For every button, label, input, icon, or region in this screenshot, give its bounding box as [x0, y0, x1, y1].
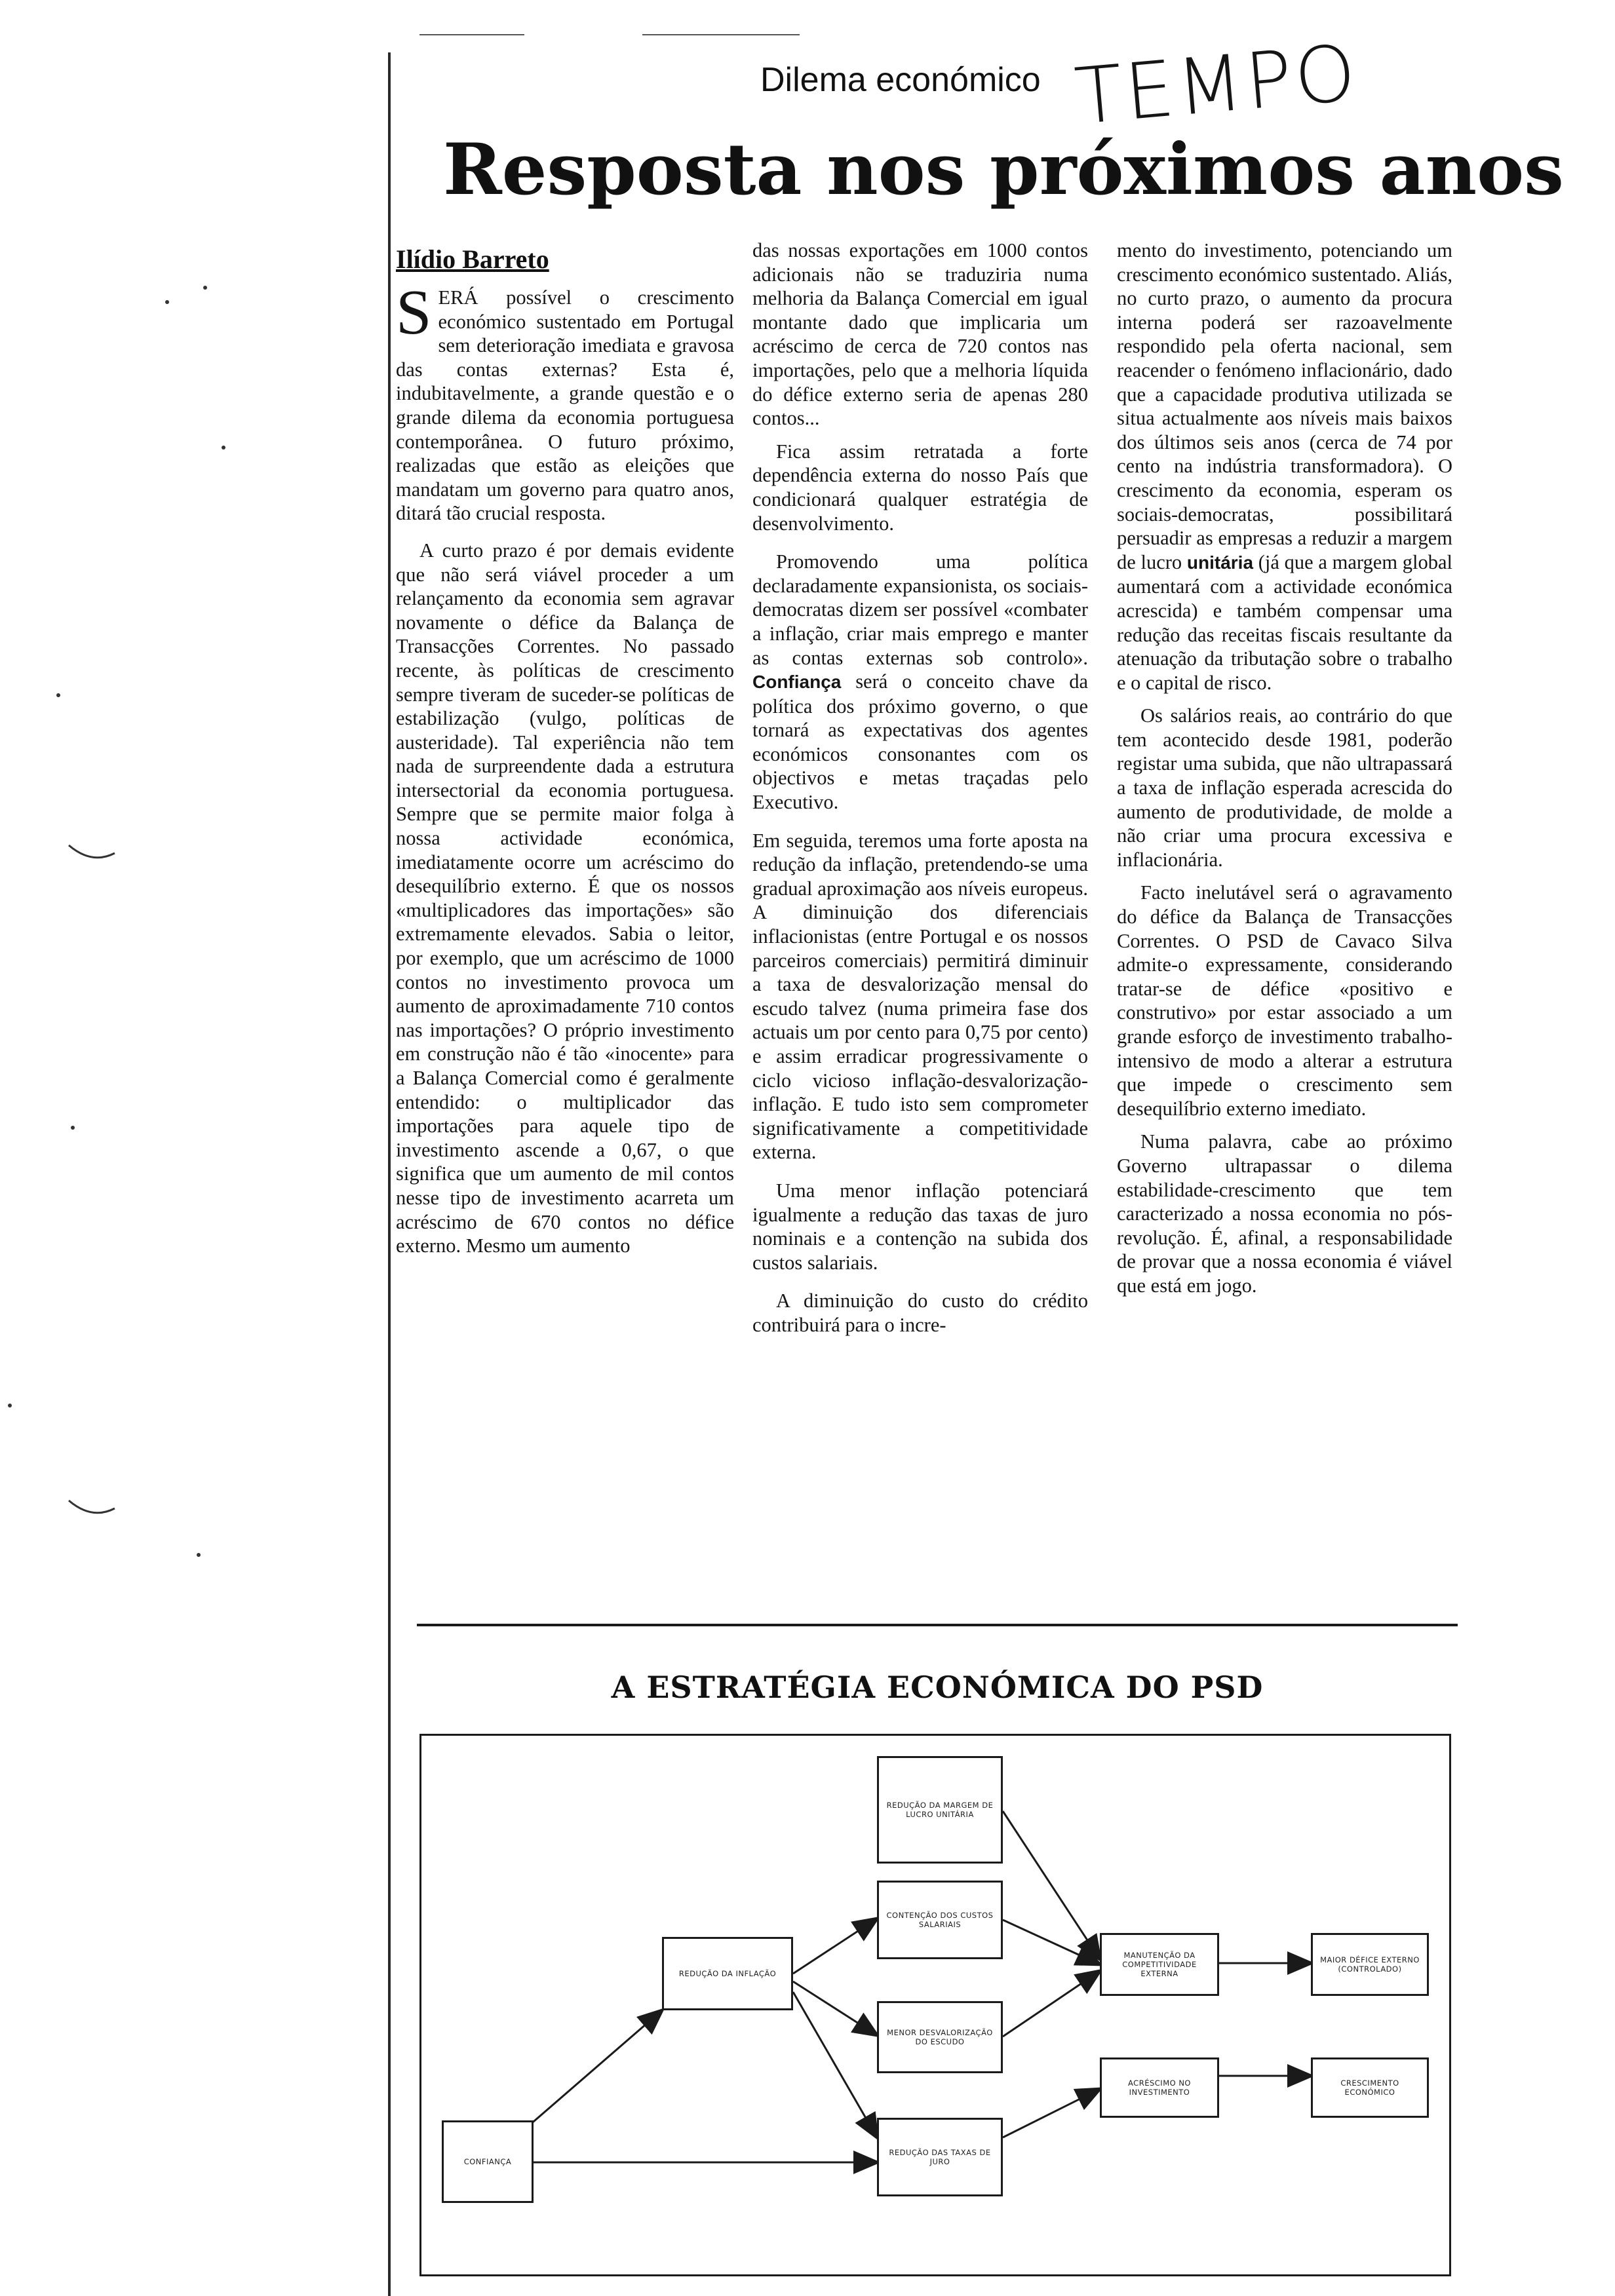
- node-contencao-custos-salariais: CONTENÇÃO DOS CUSTOS SALARIAIS: [877, 1881, 1003, 1959]
- bold-term: unitária: [1186, 552, 1254, 573]
- paragraph: A curto prazo é por demais evidente que não será viável proceder a um relançamento da economia sem agravar novamente o défice da Balança de Transacções Correntes. No passado recente, às políticas de crescimento sempre tiveram de suceder-se políticas de estabilização (vulgo, políticas de austeridade). Tal experiência não tem nada de surpreendente dada a estrutura intersectorial da economia portuguesa. Sempre que se permite maior folga à nossa actividade económica, imediatamente ocorre um acréscimo do desequilíbrio externo. É que os nossos «multiplicadores das importações» são extremamente elevados. Sabia o leitor, por exemplo, que um acréscimo de 1000 contos no investimento provoca um aumento de aproximadamente 710 contos nas importações? O próprio investimento em construção não é tão «inocente» para a Balança Comercial como é geralmente entendido: o multiplicador das importações para aquele tipo de investimento ascende a 0,67, o que significa que um aumento de mil contos nesse tipo de investimento acarreta um acréscimo de 670 contos no défice externo. Mesmo um aumento: [396, 539, 734, 1257]
- paragraph: das nossas exportações em 1000 contos adicionais não se traduziria numa melhoria da Balança Comercial em igual montante dado que implicaria um acréscimo de cerca de 720 contos nas importações, pelo que a melhoria líquida do défice externo seria de apenas 280 contos...: [752, 239, 1088, 430]
- node-confianca: CONFIANÇA: [442, 2120, 534, 2203]
- paragraph: Fica assim retratada a forte dependência externa do nosso País que condicionará qualquer estratégia de desenvolvimento.: [752, 440, 1088, 535]
- node-menor-desvalorizacao: MENOR DESVALORIZAÇÃO DO ESCUDO: [877, 2001, 1003, 2073]
- node-maior-defice-externo: MAIOR DÉFICE EXTERNO (CONTROLADO): [1311, 1933, 1429, 1996]
- node-manutencao-competitividade: MANUTENÇÃO DA COMPETITIVIDADE EXTERNA: [1100, 1933, 1219, 1996]
- paragraph: ERÁ possível o crescimento económico sustentado em Portugal sem deterioração imediata e gravosa das contas externas? Esta é, indubitavelmente, a grande questão e o grande dilema da economia portuguesa contemporânea. O futuro próximo, realizadas que estão as eleições que mandatam um governo para quatro anos, ditará tão crucial resposta.: [396, 286, 734, 525]
- paragraph: (já que a margem global aumentará com a actividade económica acrescida) e também compensar uma redução das receitas fiscais resultante da atenuação da tributação sobre o trabalho e o capital de risco.: [1117, 550, 1452, 694]
- paragraph: Facto inelutável será o agravamento do défice da Balança de Transacções Correntes. O PSD de Cavaco Silva admite-o expressamente, considerando tratar-se de défice «positivo e construtivo» por estar associado a um grande esforço de investimento trabalho-intensivo de modo a alterar a estrutura que impede o crescimento sem desequilíbrio externo imediato.: [1117, 881, 1452, 1120]
- article-headline: Resposta nos próximos anos: [443, 128, 1564, 211]
- node-crescimento-economico: CRESCIMENTO ECONÓMICO: [1311, 2057, 1429, 2118]
- paragraph: será o conceito chave da política dos próximo governo, o que tornará as expectativas dos agentes económicos consonantes com os objectivos e metas traçadas pelo Executivo.: [752, 670, 1089, 814]
- paragraph: Em seguida, teremos uma forte aposta na redução da inflação, pretendendo-se uma gradual aproximação aos níveis europeus. A diminuição dos diferenciais inflacionistas (entre Portugal e os nossos parceiros comerciais) permitirá diminuir a taxa de desvalorização mensal do escudo talvez (numa primeira fase dos actuais um por cento para 0,75 por cento) e assim erradicar progressivamente o ciclo vicioso inflação-desvalorização-inflação. E tudo isto sem comprometer significativamente a competitividade externa.: [752, 829, 1088, 1164]
- section-kicker: Dilema económico: [760, 61, 1041, 99]
- article-byline: Ilídio Barreto: [396, 244, 549, 274]
- paragraph: Os salários reais, ao contrário do que tem acontecido desde 1981, poderão registar uma subida, que não ultrapassará a taxa de inflação esperada acrescida do aumento de produtividade, de molde a não criar uma procura excessiva e inflacionária.: [1117, 704, 1452, 871]
- paragraph: Uma menor inflação potenciará igualmente a redução das taxas de juro nominais e a contenção na subida dos custos salariais.: [752, 1179, 1088, 1274]
- node-reducao-inflacao: REDUÇÃO DA INFLAÇÃO: [662, 1937, 793, 2010]
- node-acrescimo-investimento: ACRÉSCIMO NO INVESTIMENTO: [1100, 2057, 1219, 2118]
- handwritten-stamp: TEMPO: [1071, 27, 1362, 142]
- bold-term: Confiança: [752, 672, 842, 693]
- diagram-title: A ESTRATÉGIA ECONÓMICA DO PSD: [611, 1670, 1264, 1705]
- paragraph: mento do investimento, potenciando um crescimento económico sustentado. Aliás, no curto prazo, o aumento da procura interna poderá ser razoavelmente respondido pela oferta nacional, sem reacender o fenómeno inflacionário, dado que a capacidade produtiva utilizada se situa actualmente aos níveis mais baixos dos últimos seis anos (cerca de 74 por cento na indústria transformadora). O crescimento da economia, esperam os sociais-democratas, possibilitará persuadir as empresas a reduzir a margem de lucro: [1117, 239, 1452, 573]
- node-reducao-margem-lucro: REDUÇÃO DA MARGEM DE LUCRO UNITÁRIA: [877, 1756, 1003, 1864]
- node-reducao-taxas-juro: REDUÇÃO DAS TAXAS DE JURO: [877, 2118, 1003, 2196]
- drop-cap: S: [396, 277, 432, 348]
- paragraph: Promovendo uma política declaradamente expansionista, os sociais-democratas dizem ser possível «combater a inflação, criar mais emprego e manter as contas externas sob controlo».: [752, 550, 1088, 669]
- paragraph: A diminuição do custo do crédito contribuirá para o incre-: [752, 1290, 1088, 1336]
- paragraph: Numa palavra, cabe ao próximo Governo ultrapassar o dilema estabilidade-crescimento que tem caracterizado a nossa economia no pós-revolução. É, afinal, a responsabilidade de provar que a nossa economia é viável que está em jogo.: [1117, 1130, 1452, 1297]
